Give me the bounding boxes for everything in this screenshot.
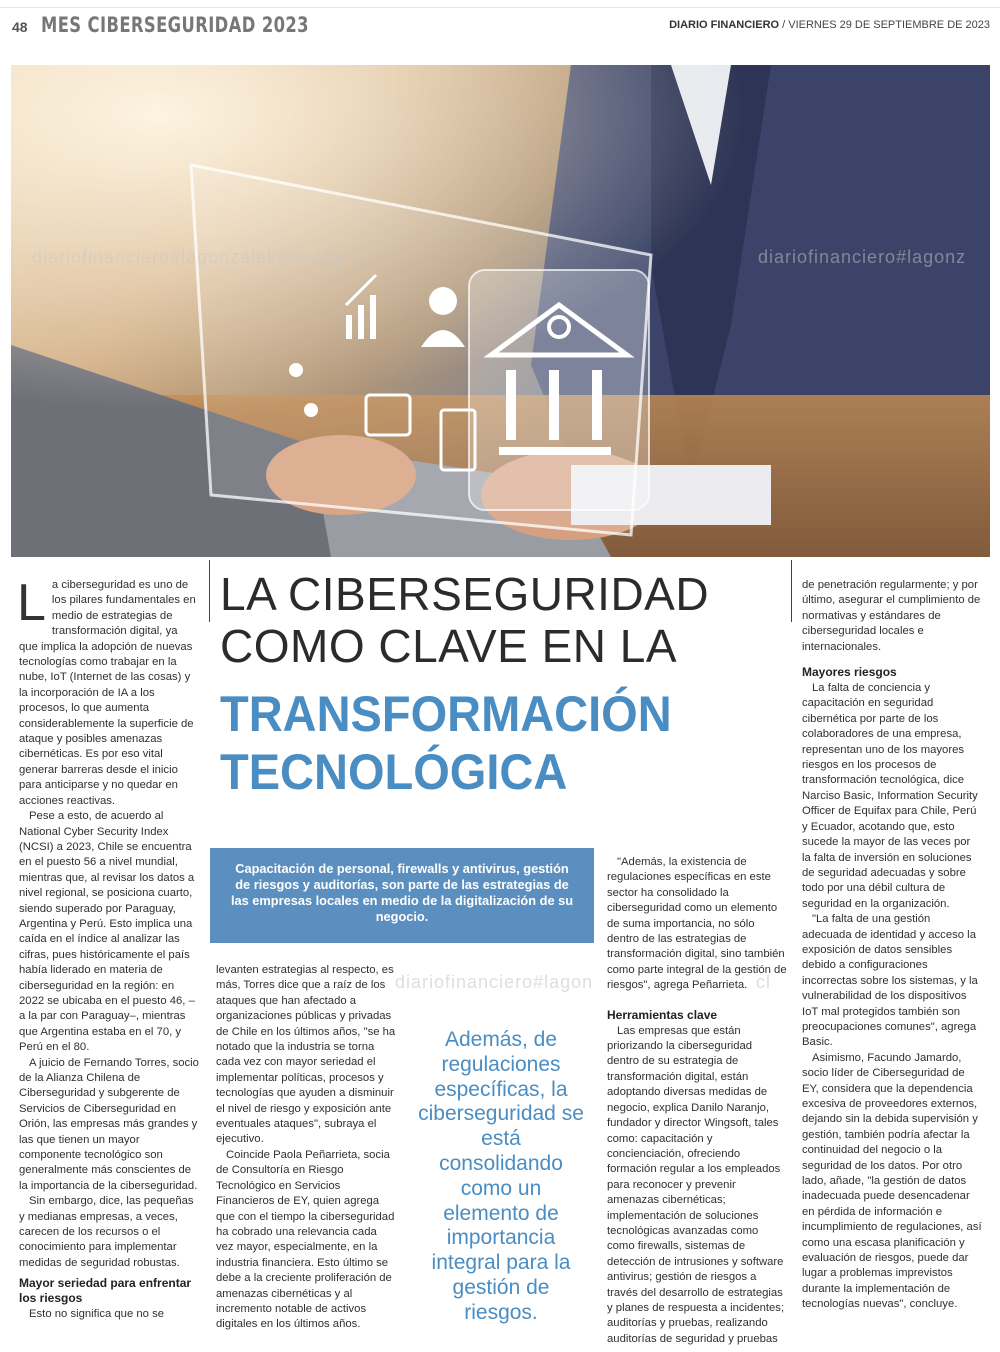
column-1: [17, 574, 199, 1323]
column-3: [607, 855, 787, 1347]
paragraph: Asimismo, Facundo Jamardo, socio líder de Ciberseguridad de EY, considera que la dependencia excesiva de proveedores externos, dejando sin la debida supervisión y gestión, también podría afectar la continuidad del negocio o la seguridad de los datos. Por otro lado, añade, "la gestión de datos inadecuada puede desencadenar en pérdida de información e incumplimiento de regulaciones, así como una escasa planificación y evaluación de riesgos, puede dar lugar a problemas imprevistos durante la implementación de tecnologías nuevas", concluye.: [802, 1051, 982, 1311]
paragraph: A juicio de Fernando Torres, socio de la Alianza Chilena de Ciberseguridad y subgerente de Servicios de Ciberseguridad en Orión, las empresas más grandes y las que tienen un mayor componente tecnológico son generalmente más conscientes de la importancia de la ciberseguridad.: [19, 1056, 199, 1192]
paragraph: Pese a esto, de acuerdo al National Cyber Security Index (NCSI) a 2023, Chile se encuentra en el puesto 56 a nivel mundial, mientras que, al revisar los datos a nivel regional, se posiciona cuarto, siendo superado por Paraguay, Argentina y Perú. Esto implica una caída en el índice al analizar las cifras, pues históricamente el país había liderado en materia de ciberseguridad en la región: en 2022 se ubicaba en el puesto 46, –a la par con Paraguay–, mientras que Argentina estaba en el 70, y Perú en el 80.: [19, 810, 195, 1054]
paragraph: a ciberseguridad es uno de los pilares fundamentales en medio de estrategias de transformación digital, ya que implica la adopción de nuevas tecnologías como trabajar en la nube, IoT (Internet de las cosas) y la incorporación de IA a los procesos, lo que aumenta considerablemente la superficie de ataque y posibles amenazas cibernéticas. Es por eso vital generar barreras desde el inicio para anticiparse y no quedar en acciones reactivas.: [19, 579, 196, 807]
paragraph: Coincide Paola Peñarrieta, socia de Consultoría en Riesgo Tecnológico en Servicios Financieros de EY, quien agrega que con el tiempo la ciberseguridad ha cobrado una relevancia cada vez mayor, especialmente, en la industria financiera. Esto último se debe a la creciente proliferación de amenazas cibernéticas y al incremento notable de activos digitales en los últimos años.: [216, 1148, 395, 1331]
watermark: diariofinanciero#lagonzalek@e-clip.cl: [32, 247, 367, 267]
paragraph: Las empresas que están priorizando la ciberseguridad dentro de su estrategia de transformación digital, están adoptando diversas medidas de negocio, explica Danilo Naranjo, fundador y director Wingsoft, tales como: capacitación y concienciación, ofreciendo formación regular a los empleados para reconocer y prevenir amenazas cibernéticas; implementación de soluciones tecnológicas avanzadas como como firewalls, sistemas de detección de intrusiones y software antivirus; gestión de riesgos a través del desarrollo de estrategias y planes de respuesta a incidentes; auditorías y pruebas, realizando auditorías de seguridad y pruebas: [607, 1024, 785, 1345]
headline-line: COMO CLAVE EN LA: [220, 620, 678, 672]
subheading: Mayores riesgos: [802, 665, 897, 680]
pull-quote: Además, de regulaciones específicas, la ciberseguridad se está consolidando como un elemento de importancia integral para la gestión de riesgos.: [418, 1028, 584, 1324]
publication-date: / VIERNES 29 DE SEPTIEMBRE DE 2023: [782, 19, 990, 31]
column-rule: [791, 560, 792, 622]
paragraph: La falta de conciencia y capacitación en seguridad cibernética por parte de los colaboradores de una empresa, representan uno de los mayores riesgos en los procesos de transformación tecnológica, dice Narciso Basic, Information Security Officer de Equifax para Chile, Perú y Ecuador, acotando que, esto sucede la mayor de las veces por la falta de inversión en soluciones de seguridad adecuadas y sobre todo por una débil cultura de seguridad en la organización.: [802, 682, 978, 910]
headline-top: [220, 568, 709, 672]
drop-cap: L: [17, 574, 46, 632]
column-rule: [209, 560, 210, 622]
headline-line: TRANSFORMACIÓN: [220, 686, 672, 742]
headline-bottom: [220, 685, 672, 801]
hero-photo: [11, 65, 990, 557]
publication-name: DIARIO FINANCIERO: [669, 19, 780, 31]
subtitle-box: [210, 848, 594, 943]
column-2: [216, 963, 396, 1333]
paragraph: Sin embargo, dice, las pequeñas y medianas empresas, a veces, carecen de los recursos o el conocimiento para implementar medidas de seguridad robustas.: [19, 1195, 194, 1269]
paragraph: Esto no significa que no se: [29, 1308, 165, 1321]
page-number: 48: [12, 19, 28, 35]
column-4: [802, 578, 982, 1313]
subtitle: Capacitación de personal, firewalls y antivirus, gestión de riesgos y auditorías, son parte de las estrategias de las empresas locales en medio de la digitalización de su negocio.: [230, 861, 574, 924]
paragraph: "La falta de una gestión adecuada de identidad y acceso la exposición de datos sensibles debido a configuraciones incorrectas sobre los sistemas, y la vulnerabilidad de los dispositivos IoT mal protegidos también son preocupaciones comunes", agrega Basic.: [802, 913, 978, 1049]
watermark: cl: [756, 972, 771, 992]
paragraph: levanten estrategias al respecto, es más, Torres dice que a raíz de los ataques que han afectado a organizaciones públicas y privadas de Chile en los últimos años, "se ha notado que la industria se torna cada vez con mayor seriedad el implementar políticas, procesos y tecnologías que ayuden a disminuir el nivel de riesgo y exposición ante eventuales ataques", subraya el ejecutivo.: [216, 964, 396, 1146]
subheading: Mayor seriedad para enfrentar los riesgos: [19, 1276, 192, 1306]
hero-illustration: [11, 65, 990, 557]
header-rule: [0, 7, 1000, 8]
masthead: [669, 19, 990, 31]
paragraph: "Además, la existencia de regulaciones específicas en este sector ha consolidado la ciberseguridad como un elemento de suma importancia, no sólo dentro de las estrategias de transformación digital, sino también como parte integral de la gestión de riesgos", agrega Peñarrieta.: [607, 856, 787, 992]
subheading: Herramientas clave: [607, 1007, 718, 1022]
section-title: MES CIBERSEGURIDAD 2023: [41, 13, 309, 37]
watermark: diariofinanciero#lagon: [395, 972, 594, 992]
page-header: [0, 0, 1000, 50]
watermark: diariofinanciero#lagonz: [758, 247, 967, 267]
paragraph: de penetración regularmente; y por último, asegurar el cumplimiento de normativas y estándares de ciberseguridad locales e internacionales.: [802, 579, 981, 653]
headline-line: LA CIBERSEGURIDAD: [220, 568, 710, 620]
headline-line: TECNOLÓGICA: [220, 744, 568, 800]
